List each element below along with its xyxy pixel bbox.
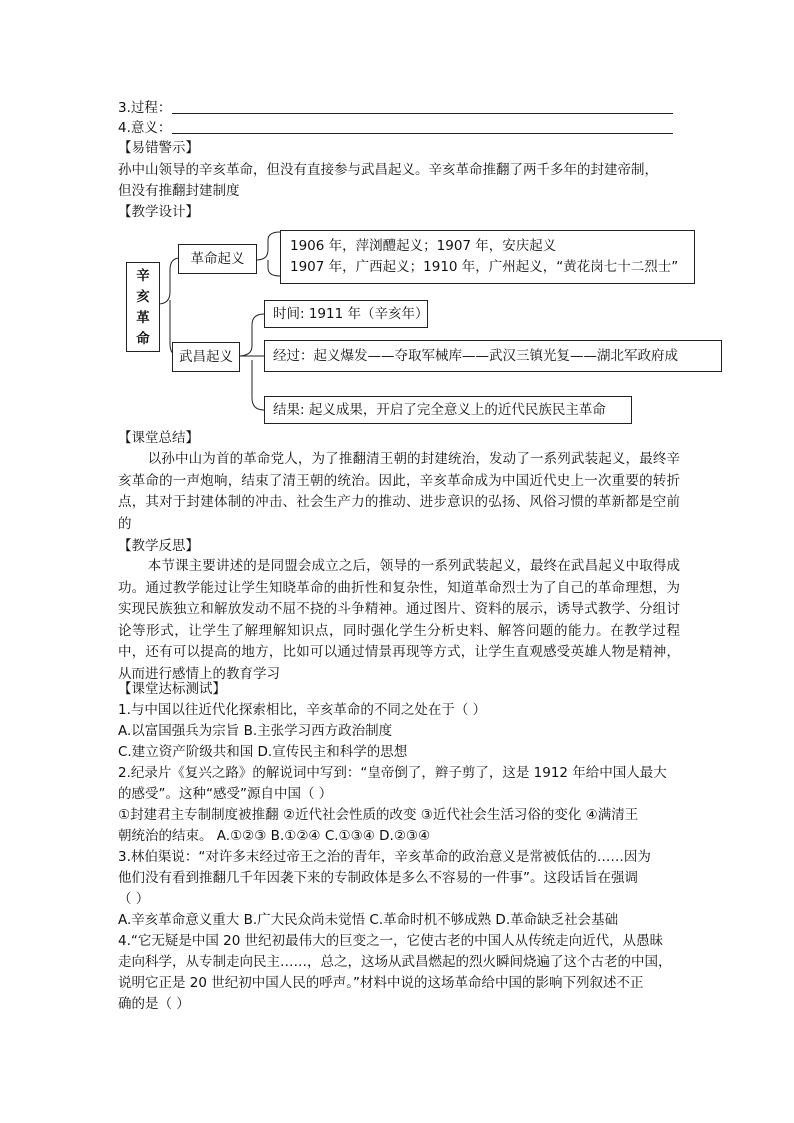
question-4-line-2: 走向科学，从专制走向民主……，总之，这场从武昌燃起的烈火瞬间烧遍了这个古老的中国，	[118, 954, 672, 970]
root-char-1: 辛	[136, 268, 150, 284]
question-3-line-1: 3.林伯渠说：“对许多末经过帝王之治的青年，辛亥革命的政治意义是常被低估的……因为	[118, 849, 651, 865]
branch1-detail-line-1: 1906 年，萍浏醴起义；1907 年，安庆起义	[290, 238, 557, 254]
branch1-details-box	[280, 230, 695, 284]
meaning-label: 4.意义：	[118, 120, 172, 136]
question-3-options: A.辛亥革命意义重大 B.广大民众尚未觉悟 C.革命时机不够成熟 D.革命缺乏社会基础	[118, 912, 619, 928]
root-char-4: 命	[136, 331, 150, 347]
root-char-3: 革	[136, 310, 150, 326]
test-heading: 【课堂达标测试】	[118, 681, 226, 697]
reflection-heading: 【教学反思】	[118, 538, 199, 554]
process-label: 3.过程：	[118, 100, 172, 116]
question-2-line-2: 的感受”。这种“感受”源自中国（ ）	[118, 786, 333, 802]
summary-heading: 【课堂总结】	[118, 430, 199, 446]
question-3-line-3: （ ）	[118, 891, 150, 907]
summary-text: 以孙中山为首的革命党人，为了推翻清王朝的封建统治，发动了一系列武装起义，最终辛亥革命的一声炮响，结束了清王朝的统治。因此，辛亥革命成为中国近代史上一次重要的转折点，其对于封建体制的冲击、社会生产力的推动、进步意识的弘扬、风俗习惯的革新都是空前的	[118, 451, 680, 532]
root-char-2: 亥	[136, 289, 150, 305]
mistakes-heading: 【易错警示】	[118, 140, 199, 156]
process-box: 经过：起义爆发——夺取军械库——武汉三镇光复——湖北军政府成	[264, 340, 722, 372]
branch-wuchang-uprising: 武昌起义	[172, 342, 240, 372]
question-2-options-2: 朝统治的结束。 A.①②③ B.①②④ C.①③④ D.②③④	[118, 828, 431, 844]
question-1-options-ab: A.以富国强兵为宗旨 B.主张学习西方政治制度	[118, 723, 393, 739]
question-4-line-3: 说明它正是 20 世纪初中国人民的呼声。”材料中说的这场革命给中国的影响下列叙述不正	[118, 975, 644, 991]
question-4-line-4: 确的是（ ）	[118, 996, 190, 1012]
question-3-line-2: 他们没有看到推翻几千年因袭下来的专制政体是多么不容易的一件事”。这段话旨在强调	[118, 870, 638, 886]
question-1-options-cd: C.建立资产阶级共和国 D.宣传民主和科学的思想	[118, 744, 408, 760]
mistakes-line-2: 但没有推翻封建制度	[118, 183, 240, 199]
time-box: 时间: 1911 年（辛亥年）	[264, 300, 428, 328]
reflection-text: 本节课主要讲述的是同盟会成立之后，领导的一系列武装起义，最终在武昌起义中取得成功。通过教学能过让学生知晓革命的曲折性和复杂性，知道革命烈士为了自己的革命理想，为实现民族独立和解放发动不屈不挠的斗争精神。通过图片、资料的展示，诱导式教学、分组讨论等形式，让学生了解理解知识点，同时强化学生分析史料、解答问题的能力。在教学过程中，还有可以提高的地方，比如可以通过情景再现等方式，让学生直观感受英雄人物是精神，从而进行感情上的教育学习	[118, 558, 680, 682]
question-1: 1.与中国以往近代化探索相比，辛亥革命的不同之处在于（ ）	[118, 702, 487, 718]
root-box	[126, 262, 160, 352]
mistakes-line-1: 孙中山领导的辛亥革命，但没有直接参与武昌起义。辛亥革命推翻了两千多年的封建帝制，	[118, 162, 658, 178]
branch1-detail-line-2: 1907 年，广西起义；1910 年，广州起义，“黄花岗七十二烈士”	[290, 259, 679, 275]
question-2-options-1: ①封建君主专制制度被推翻 ②近代社会性质的改变 ③近代社会生活习俗的变化 ④满清王	[118, 807, 639, 823]
question-4-line-1: 4.“它无疑是中国 20 世纪初最伟大的巨变之一，它使古老的中国人从传统走向近代，从愚昧	[118, 933, 664, 949]
question-2-line-1: 2.纪录片《复兴之路》的解说词中写到：“皇帝倒了，辫子剪了，这是 1912 年给中国人最大	[118, 765, 667, 781]
result-box: 结果: 起义成果，开启了完全意义上的近代民族民主革命	[264, 396, 632, 424]
branch-revolution-uprisings: 革命起义	[178, 244, 257, 274]
design-heading: 【教学设计】	[118, 204, 199, 220]
